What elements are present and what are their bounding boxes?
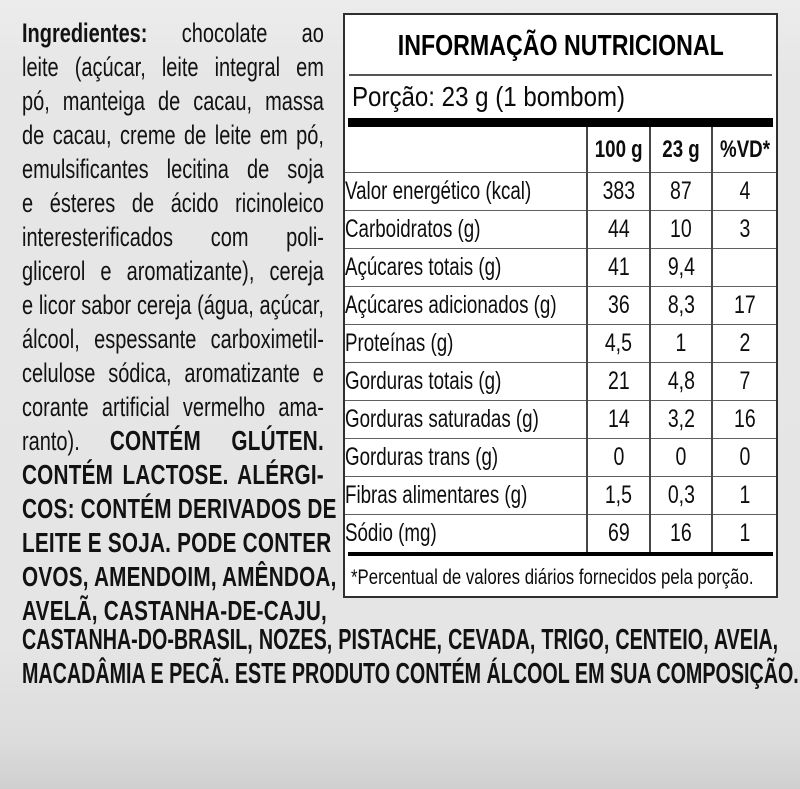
value-23g: 0 bbox=[675, 443, 687, 471]
table-title-row bbox=[345, 15, 776, 72]
value-100g: 14 bbox=[607, 405, 630, 433]
ingredient-line: glicerol e aromatizante), cereja bbox=[22, 256, 324, 286]
value-100g: 1,5 bbox=[604, 481, 633, 509]
nutrient-label: Gorduras trans (g) bbox=[345, 443, 499, 471]
value-100g: 383 bbox=[602, 177, 635, 205]
column-header-23g: 23 g bbox=[650, 127, 712, 173]
ingredient-text: chocolate ao bbox=[181, 18, 324, 48]
ingredient-line: leite (açúcar, leite integral em bbox=[22, 52, 324, 82]
value-23g: 9,4 bbox=[667, 253, 695, 281]
value-vd: 1 bbox=[739, 519, 750, 547]
nutrient-label: Fibras alimentares (g) bbox=[345, 481, 528, 509]
allergen-line: AVELÃ, CASTANHA-DE-CAJU, bbox=[22, 595, 328, 626]
ingredient-line: de cacau, creme de leite em pó, bbox=[22, 120, 324, 150]
value-100g: 4,5 bbox=[604, 329, 633, 357]
portion-text: Porção: 23 g (1 bombom) bbox=[352, 81, 626, 112]
ingredient-line: e licor sabor cereja (água, açúcar, bbox=[22, 290, 324, 320]
column-header-vd: %VD* bbox=[712, 127, 776, 173]
allergen-line: COS: CONTÉM DERIVADOS DE bbox=[22, 493, 337, 524]
allergen-line: OVOS, AMENDOIM, AMÊNDOA, bbox=[22, 561, 337, 592]
nutrient-label: Gorduras saturadas (g) bbox=[345, 405, 539, 433]
value-23g: 0,3 bbox=[667, 481, 695, 509]
nutrient-row bbox=[345, 287, 776, 325]
nutrient-label: Gorduras totais (g) bbox=[345, 367, 502, 395]
gluten-warning: CONTÉM GLÚTEN. bbox=[109, 425, 324, 456]
nutrient-row bbox=[345, 515, 776, 553]
ingredient-line: álcool, espessante carboximetil- bbox=[22, 324, 324, 354]
allergen-line: MACADÂMIA E PECÃ. ESTE PRODUTO CONTÉM ÁLCOOL EM SUA COMPOSIÇÃO. bbox=[22, 658, 799, 690]
value-100g: 36 bbox=[607, 291, 630, 319]
ingredient-line bbox=[22, 16, 324, 50]
value-100g: 69 bbox=[607, 519, 630, 547]
nutrient-label: Sódio (mg) bbox=[345, 519, 437, 547]
nutrient-row bbox=[345, 477, 776, 515]
nutrition-facts-panel bbox=[343, 13, 778, 598]
nutrient-row bbox=[345, 401, 776, 439]
nutrient-label: Açúcares adicionados (g) bbox=[345, 291, 557, 319]
nutrient-row bbox=[345, 363, 776, 401]
nutrient-label: Carboidratos (g) bbox=[345, 215, 481, 243]
value-23g: 1 bbox=[675, 329, 687, 357]
nutrient-row bbox=[345, 173, 776, 211]
column-header-row bbox=[345, 127, 776, 173]
nutrient-row bbox=[345, 249, 776, 287]
ingredient-line: pó, manteiga de cacau, massa bbox=[22, 86, 324, 116]
value-100g: 21 bbox=[607, 367, 630, 395]
allergen-line: CASTANHA-DO-BRASIL, NOZES, PISTACHE, CEVADA, TRIGO, CENTEIO, AVEIA, bbox=[22, 624, 779, 656]
table-title: INFORMAÇÃO NUTRICIONAL bbox=[397, 29, 724, 62]
ingredient-text: ranto). bbox=[22, 426, 80, 456]
column-header-100g: 100 g bbox=[587, 127, 650, 173]
thick-divider-top bbox=[348, 118, 773, 127]
value-23g: 3,2 bbox=[667, 405, 695, 433]
column-header-blank bbox=[345, 127, 587, 173]
allergen-footer bbox=[22, 623, 799, 691]
value-100g: 41 bbox=[607, 253, 630, 281]
value-23g: 8,3 bbox=[667, 291, 695, 319]
ingredient-line bbox=[22, 424, 324, 458]
footnote-text: *Percentual de valores diários fornecidos pela porção. bbox=[351, 566, 754, 589]
nutrient-row bbox=[345, 325, 776, 363]
nutrient-row bbox=[345, 211, 776, 249]
footnote-row bbox=[345, 556, 776, 590]
portion-row bbox=[345, 76, 776, 118]
value-100g: 0 bbox=[613, 443, 624, 471]
nutrition-table bbox=[345, 127, 776, 552]
value-23g: 10 bbox=[670, 215, 692, 243]
ingredients-paragraph bbox=[22, 16, 337, 628]
nutrient-label: Proteínas (g) bbox=[345, 329, 454, 357]
value-23g: 4,8 bbox=[667, 367, 695, 395]
ingredient-line: celulose sódica, aromatizante e bbox=[22, 358, 324, 388]
value-vd: 3 bbox=[739, 215, 750, 243]
allergen-line: LEITE E SOJA. PODE CONTER bbox=[22, 527, 332, 558]
value-vd: 7 bbox=[739, 367, 750, 395]
ingredient-line: corante artificial vermelho ama- bbox=[22, 392, 324, 422]
nutrient-row bbox=[345, 439, 776, 477]
nutrient-label: Açúcares totais (g) bbox=[345, 253, 502, 281]
ingredient-line: interesterificados com poli- bbox=[22, 222, 324, 252]
value-23g: 16 bbox=[670, 519, 692, 547]
value-23g: 87 bbox=[670, 177, 692, 205]
value-100g: 44 bbox=[607, 215, 630, 243]
value-vd: 4 bbox=[739, 177, 750, 205]
value-vd: 0 bbox=[739, 443, 750, 471]
value-vd: 2 bbox=[739, 329, 750, 357]
ingredient-line: emulsificantes lecitina de soja bbox=[22, 154, 324, 184]
value-vd: 16 bbox=[733, 405, 756, 433]
allergen-line: CONTÉM LACTOSE. ALÉRGI- bbox=[22, 459, 324, 490]
ingredient-line: e ésteres de ácido ricinoleico bbox=[22, 188, 324, 218]
nutrient-label: Valor energético (kcal) bbox=[345, 177, 532, 205]
ingredients-heading: Ingredientes: bbox=[22, 18, 148, 48]
value-vd: 17 bbox=[733, 291, 756, 319]
value-vd: 1 bbox=[739, 481, 750, 509]
